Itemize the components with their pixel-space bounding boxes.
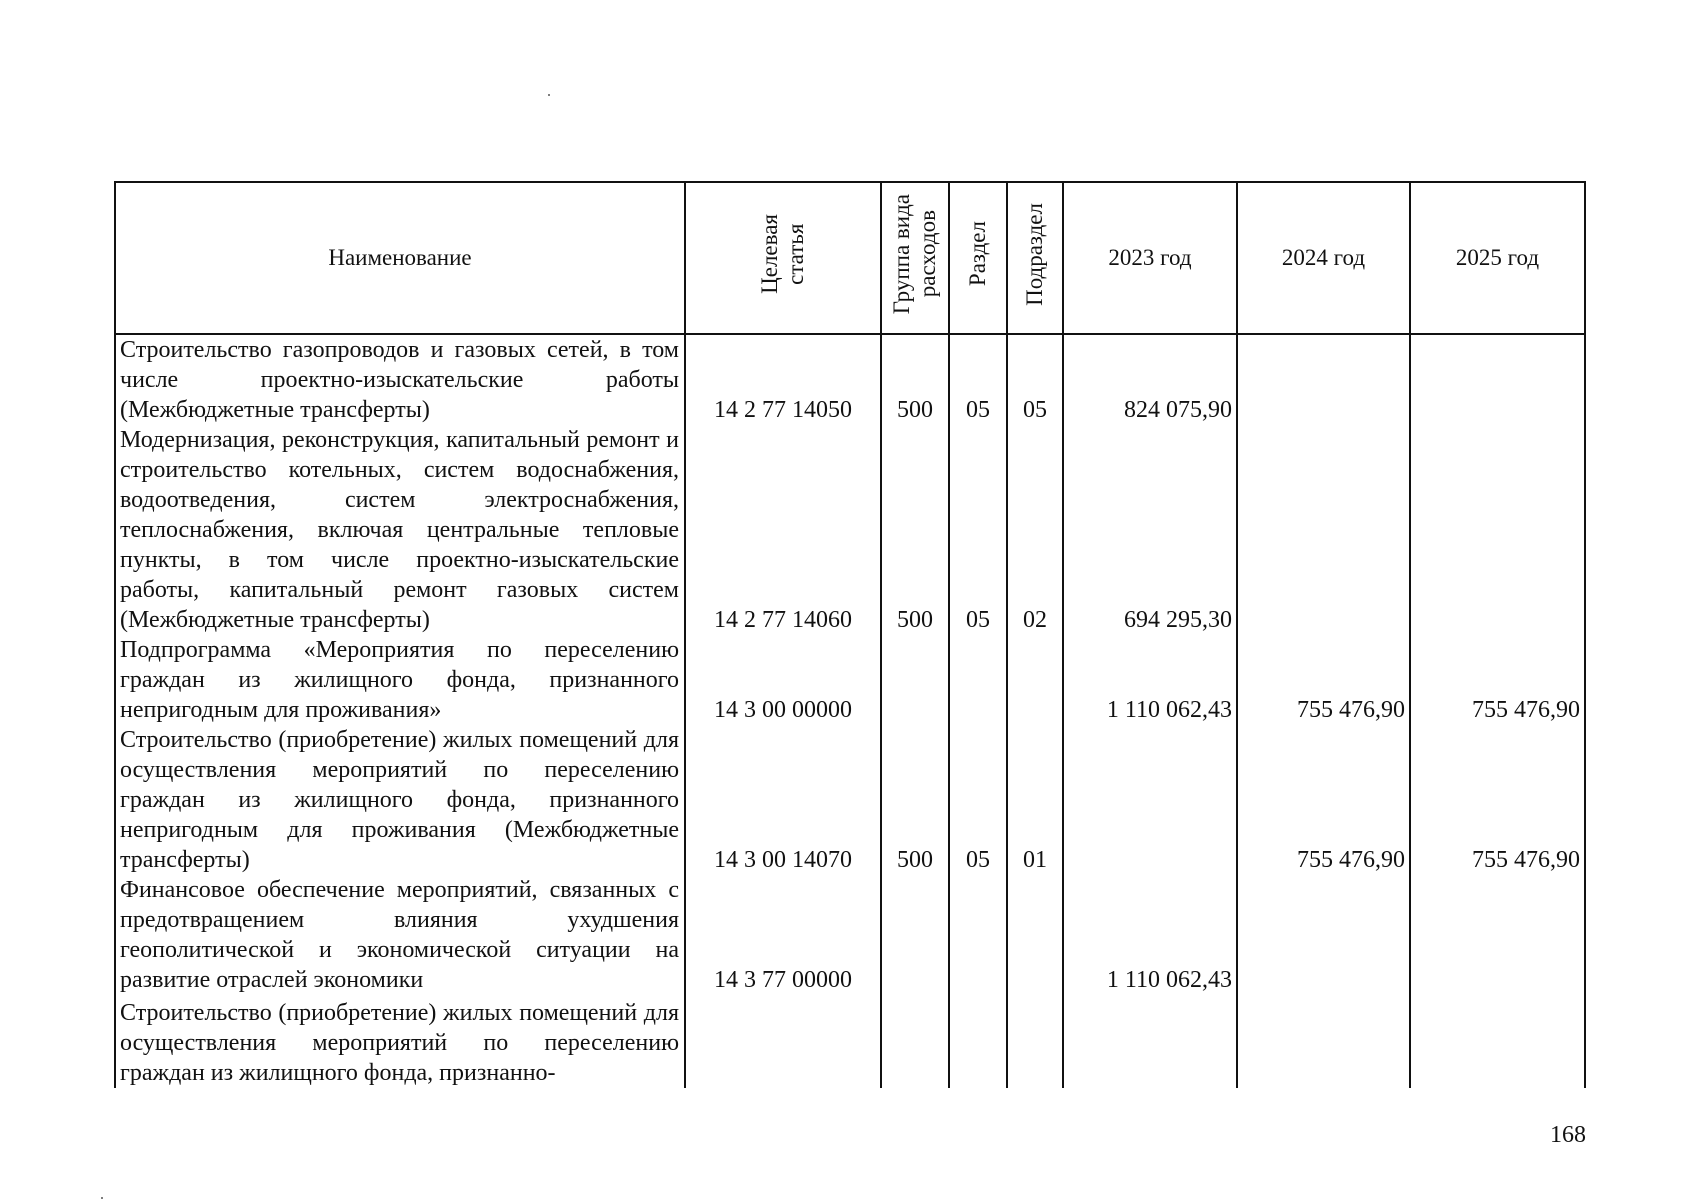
row-expense-group: 500 [881, 725, 949, 875]
row-section: 05 [949, 425, 1007, 635]
row-subsection [1007, 875, 1063, 995]
row-section [949, 635, 1007, 725]
table-row [115, 725, 1585, 875]
row-2023: 824 075,90 [1063, 334, 1237, 425]
header-name: Наименование [115, 182, 685, 334]
row-name: Подпрограмма «Мероприятия по переселению граждан из жилищного фонда, признанного непригодным для проживания» [115, 635, 685, 725]
row-section [949, 995, 1007, 1088]
header-year-2023: 2023 год [1063, 182, 1237, 334]
row-section: 05 [949, 725, 1007, 875]
row-2024 [1237, 334, 1410, 425]
row-section: 05 [949, 334, 1007, 425]
row-2025 [1410, 425, 1585, 635]
row-2023: 1 110 062,43 [1063, 875, 1237, 995]
row-2023: 694 295,30 [1063, 425, 1237, 635]
scan-speck [101, 1197, 103, 1199]
row-2024 [1237, 875, 1410, 995]
row-2023: 1 110 062,43 [1063, 635, 1237, 725]
row-2024 [1237, 995, 1410, 1088]
row-2025 [1410, 875, 1585, 995]
header-year-2025: 2025 год [1410, 182, 1585, 334]
row-target-article: 14 3 00 14070 [685, 725, 881, 875]
page-number: 168 [1550, 1122, 1586, 1148]
row-target-article: 14 3 77 00000 [685, 875, 881, 995]
row-name: Строительство (приобретение) жилых помещений для осуществления мероприятий по переселению граждан из жилищного фонда, признанного непригодным для проживания (Межбюджетные трансферты) [115, 725, 685, 875]
table-row [115, 875, 1585, 995]
table-row [115, 334, 1585, 425]
row-2025: 755 476,90 [1410, 635, 1585, 725]
row-subsection: 05 [1007, 334, 1063, 425]
row-expense-group: 500 [881, 425, 949, 635]
table-row [115, 995, 1585, 1088]
row-section [949, 875, 1007, 995]
row-2023 [1063, 995, 1237, 1088]
row-target-article: 14 3 00 00000 [685, 635, 881, 725]
row-target-article: 14 2 77 14060 [685, 425, 881, 635]
header-target-article: Целевая статья [685, 182, 881, 334]
table-row [115, 635, 1585, 725]
budget-table [114, 181, 1586, 1088]
row-name: Строительство газопроводов и газовых сетей, в том числе проектно-изыскательские работы (Межбюджетные трансферты) [115, 334, 685, 425]
header-subsection: Подраздел [1007, 182, 1063, 334]
row-2025 [1410, 334, 1585, 425]
header-year-2024: 2024 год [1237, 182, 1410, 334]
row-2024: 755 476,90 [1237, 725, 1410, 875]
row-name: Модернизация, реконструкция, капитальный ремонт и строительство котельных, систем водоснабжения, водоотведения, систем электроснабжения, теплоснабжения, включая центральные тепловые пункты, в том числе проектно-изыскательские работы, капитальный ремонт газовых систем (Межбюджетные трансферты) [115, 425, 685, 635]
row-2025 [1410, 995, 1585, 1088]
table-row [115, 425, 1585, 635]
row-2023 [1063, 725, 1237, 875]
row-subsection [1007, 995, 1063, 1088]
row-expense-group [881, 995, 949, 1088]
row-name: Финансовое обеспечение мероприятий, связанных с предотвращением влияния ухудшения геополитической и экономической ситуации на развитие отраслей экономики [115, 875, 685, 995]
row-subsection [1007, 635, 1063, 725]
header-row [115, 182, 1585, 334]
row-target-article: 14 2 77 14050 [685, 334, 881, 425]
row-expense-group [881, 635, 949, 725]
row-expense-group: 500 [881, 334, 949, 425]
row-subsection: 01 [1007, 725, 1063, 875]
header-expense-group: Группа вида расходов [881, 182, 949, 334]
row-target-article [685, 995, 881, 1088]
row-2024: 755 476,90 [1237, 635, 1410, 725]
scan-speck [548, 94, 550, 96]
header-section: Раздел [949, 182, 1007, 334]
row-subsection: 02 [1007, 425, 1063, 635]
row-name: Строительство (приобретение) жилых помещений для осуществления мероприятий по переселению граждан из жилищного фонда, признанно- [115, 995, 685, 1088]
row-2025: 755 476,90 [1410, 725, 1585, 875]
row-2024 [1237, 425, 1410, 635]
row-expense-group [881, 875, 949, 995]
